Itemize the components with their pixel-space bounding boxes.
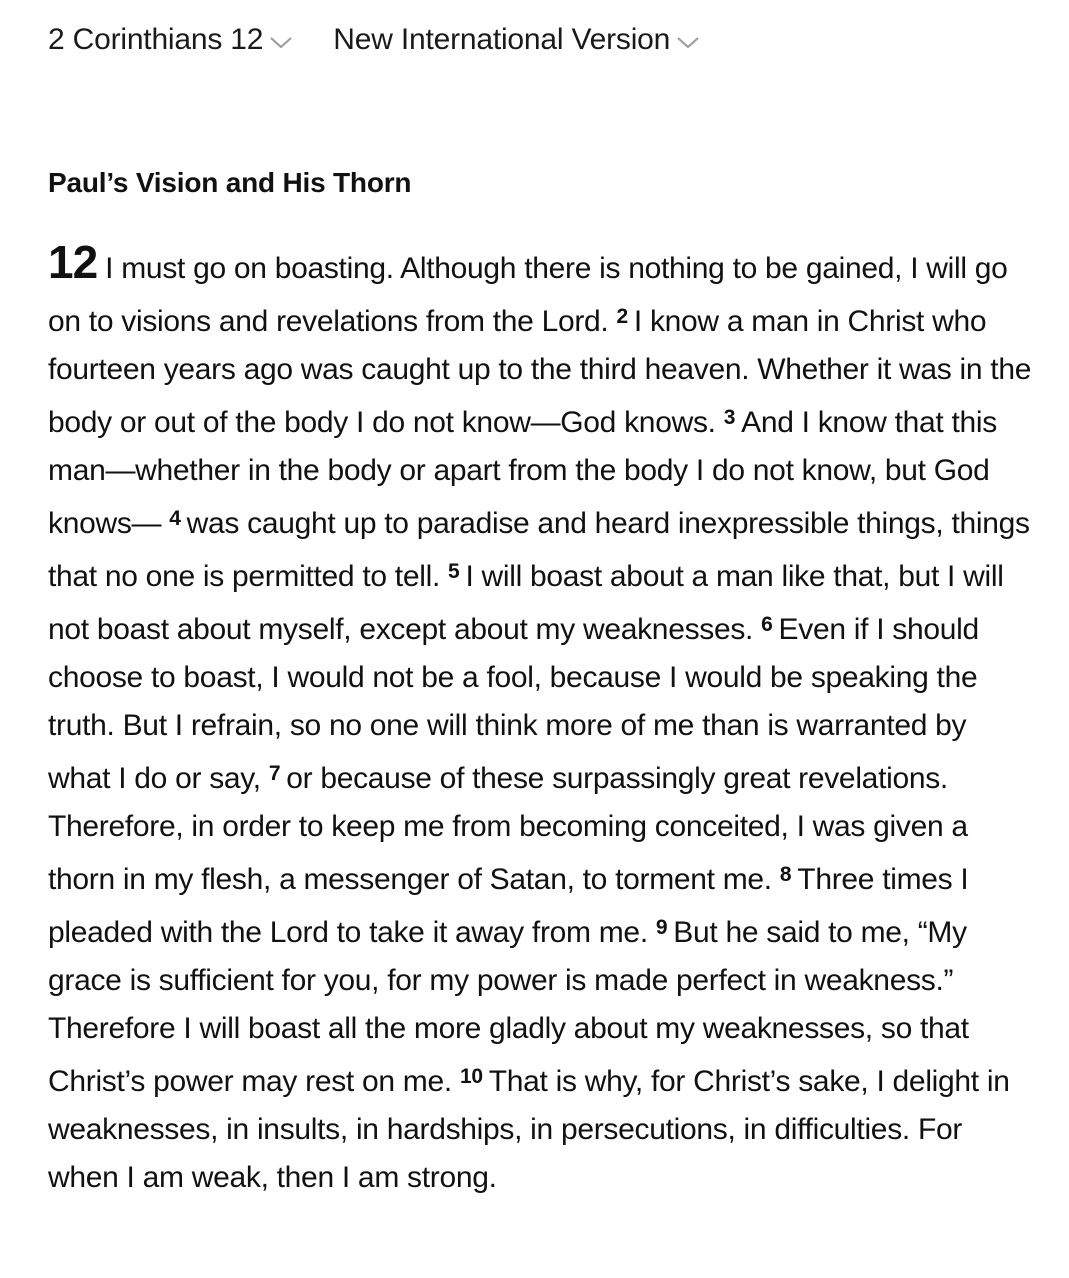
passage-text (48, 236, 1033, 1202)
verse-text: or because of these surpassingly great revelations. Therefore, in order to keep me from becoming conceited, I was given a thorn in my flesh, a messenger of Satan, to torment me. (48, 762, 968, 896)
toolbar (48, 20, 700, 60)
verse-number: 3 (723, 406, 736, 429)
verse-text: That is why, for Christ’s sake, I delight in weaknesses, in insults, in hardships, in persecutions, in difficulties. For when I am weak, then I am strong. (48, 1065, 1010, 1194)
verse-text: And I know that this man—whether in the body or apart from the body I do not know, but God knows— (48, 406, 997, 540)
version-selector[interactable] (333, 23, 700, 57)
verse-number: 5 (448, 560, 460, 583)
verse-number: 4 (169, 507, 181, 530)
verse-number: 6 (761, 613, 773, 636)
verse-number: 9 (655, 916, 668, 939)
verse-text: I must go on boasting. Although there is nothing to be gained, I will go on to visions and revelations from the Lord. (48, 252, 1008, 338)
chapter-number: 12 (48, 236, 98, 288)
verse-text: was caught up to paradise and heard inexpressible things, things that no one is permitted to tell. (48, 507, 1030, 593)
verse-text: Even if I should choose to boast, I would not be a fool, because I would be speaking the truth. But I refrain, so no one will think more of me than is warranted by what I do or say, (48, 613, 979, 795)
book-chapter-selector[interactable] (48, 23, 293, 57)
verse-number: 7 (268, 762, 281, 785)
verse-text: Three times I pleaded with the Lord to take it away from me. (48, 863, 969, 949)
verse-text: I will boast about a man like that, but I will not boast about myself, except about my weaknesses. (48, 560, 1004, 646)
verse-number: 10 (459, 1065, 483, 1088)
verse-number: 2 (616, 305, 628, 328)
section-heading: Paul’s Vision and His Thorn (48, 167, 412, 198)
chevron-down-icon (676, 36, 700, 50)
chevron-down-icon (269, 36, 293, 50)
verse-text: But he said to me, “My grace is sufficient for you, for my power is made perfect in weakness.” Therefore I will boast all the more gladly about my weaknesses, so that Christ’s power may rest on me. (48, 916, 969, 1098)
verse-number: 8 (779, 863, 792, 886)
verse-text: I know a man in Christ who fourteen years ago was caught up to the third heaven. Whether it was in the body or out of the body I do not know—God knows. (48, 305, 1032, 439)
version-label: New International Version (333, 23, 671, 56)
book-chapter-label: 2 Corinthians 12 (48, 23, 264, 56)
